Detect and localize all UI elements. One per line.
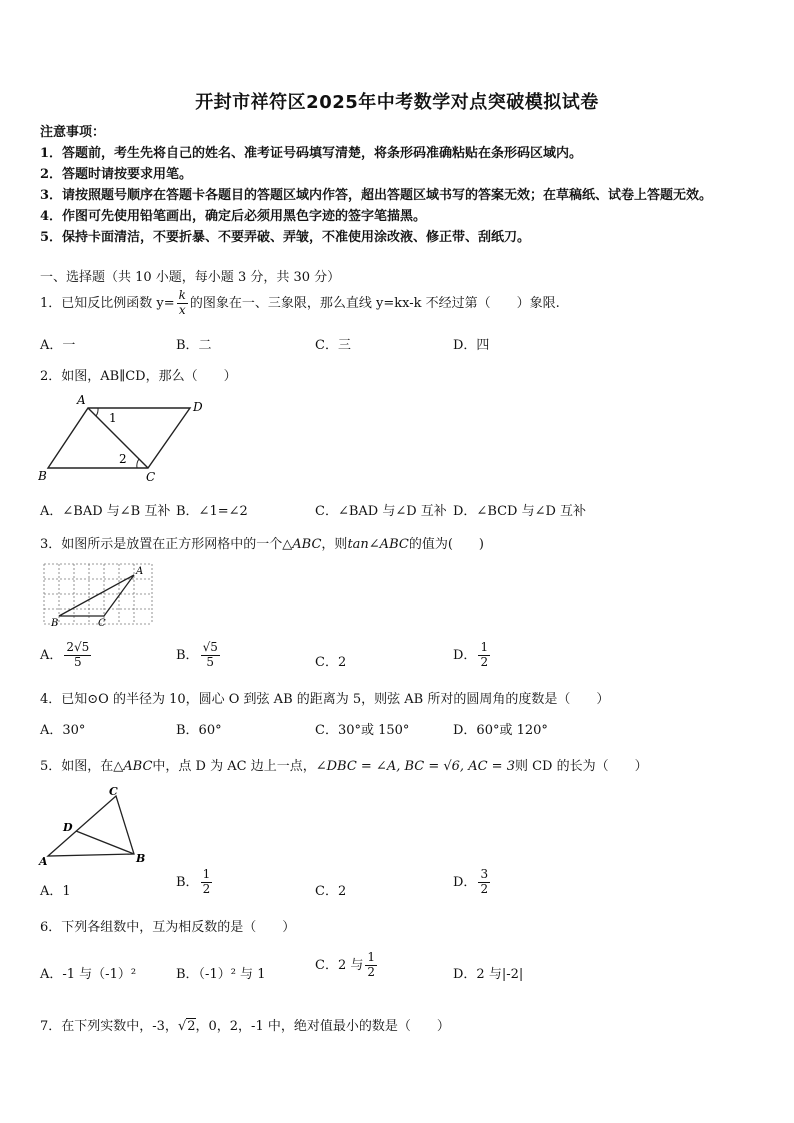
q5-stem-mid: 中，点 D 为 AC 边上一点， xyxy=(152,759,316,774)
q3-option-d[interactable] xyxy=(453,641,492,670)
notice-item-4: 4．作图可先使用铅笔画出，确定后必须用黑色字迹的签字笔描黑。 xyxy=(40,209,427,224)
q1-stem-post: 的图象在一、三象限，那么直线 y=kx-k 不经过第（ ）象限. xyxy=(189,295,560,311)
q3-option-b-frac xyxy=(201,641,220,670)
q7-stem-post: ，0，2，-1 中，绝对值最小的数是（ ） xyxy=(195,1019,450,1034)
q2-parallelogram-figure xyxy=(38,392,210,486)
q3-option-b-num: √5 xyxy=(202,640,218,654)
q2-option-b[interactable]: B．∠1=∠2 xyxy=(176,504,248,519)
q3-option-c[interactable] xyxy=(315,651,346,670)
q6-option-c[interactable] xyxy=(315,951,379,980)
q5-option-b-den: 2 xyxy=(202,881,211,896)
q4-option-a[interactable]: A．30° xyxy=(40,723,86,738)
q3-option-a-frac xyxy=(64,641,91,670)
q5-option-a-label: A． xyxy=(40,884,63,899)
q3-option-b[interactable] xyxy=(176,641,222,670)
q4-option-c[interactable]: C．30°或 150° xyxy=(315,723,410,738)
q3-option-c-value: 2 xyxy=(337,655,347,670)
q3-stem-pre: 3．如图所示是放置在正方形网格中的一个 xyxy=(40,537,283,552)
q6-option-c-frac xyxy=(365,951,377,980)
q7-sqrt: √2 xyxy=(177,1019,196,1034)
q6-option-c-num: 1 xyxy=(367,950,375,964)
q6-option-b[interactable]: B．（-1）² 与 1 xyxy=(176,967,266,982)
q3-option-c-label: C． xyxy=(315,655,338,670)
q5-option-c-value: 2 xyxy=(337,884,347,899)
q1-option-d[interactable]: D．四 xyxy=(453,338,490,353)
q1-option-a[interactable]: A．一 xyxy=(40,338,76,353)
q7-stem-pre: 7．在下列实数中，-3， xyxy=(40,1019,178,1034)
q3-option-d-den: 2 xyxy=(480,654,489,669)
q5-option-d[interactable] xyxy=(453,868,492,897)
question-5-stem xyxy=(40,755,648,774)
q5-triangle-abc xyxy=(48,796,134,856)
question-1-stem xyxy=(40,289,560,318)
q5-label-b: B xyxy=(136,852,146,865)
q5-label-a: A xyxy=(39,855,48,868)
q2-label-angle-2: 2 xyxy=(119,452,127,466)
q5-option-b[interactable] xyxy=(176,868,214,897)
q2-label-angle-1: 1 xyxy=(109,411,117,425)
q5-option-d-frac xyxy=(478,868,490,897)
q2-angle-2-arc xyxy=(137,459,139,468)
q3-stem-mid: ，则 xyxy=(321,537,348,552)
q3-option-b-den: 5 xyxy=(201,655,220,670)
q2-angle-1-arc xyxy=(96,408,98,416)
q3-stem-post: 的值为( ) xyxy=(408,537,484,552)
q3-label-c: C xyxy=(98,618,106,629)
q3-triangle-abc xyxy=(59,575,134,616)
q3-option-a-num: 2√5 xyxy=(66,640,90,654)
q1-fraction xyxy=(177,289,188,318)
q6-option-c-pre: C．2 与 xyxy=(315,957,364,973)
q2-label-b: B xyxy=(38,469,47,483)
q1-frac-den: x xyxy=(177,303,188,318)
notice-item-3: 3．请按照题号顺序在答题卡各题目的答题区域内作答，超出答题区域书写的答案无效；在草稿纸、试卷上答题无效。 xyxy=(40,188,713,203)
q1-frac-num: k xyxy=(178,288,186,302)
q5-label-d: D xyxy=(63,821,73,834)
question-7-stem xyxy=(40,1015,450,1034)
q3-triangle: △ABC xyxy=(282,537,322,552)
q1-stem-pre: 1．已知反比例函数 y= xyxy=(40,295,175,311)
section-heading: 一、选择题（共 10 小题，每小题 3 分，共 30 分） xyxy=(40,270,341,285)
q2-option-a[interactable]: A．∠BAD 与∠B 互补 xyxy=(40,504,171,519)
q3-label-b: B xyxy=(51,618,59,629)
q5-condition: ∠DBC = ∠A, BC = √6, AC = 3 xyxy=(315,759,515,774)
q5-stem-post: 则 CD 的长为（ ） xyxy=(514,759,648,774)
q3-option-a[interactable] xyxy=(40,641,93,670)
q3-tan: tan∠ABC xyxy=(347,537,409,552)
q2-label-c: C xyxy=(146,470,156,484)
q7-sqrt-value: 2 xyxy=(187,1019,196,1034)
q5-stem-pre: 5．如图，在 xyxy=(40,759,114,774)
question-2-stem: 2．如图，AB∥CD，那么（ ） xyxy=(40,369,237,384)
q5-option-c[interactable] xyxy=(315,880,346,899)
q4-option-b[interactable]: B．60° xyxy=(176,723,222,738)
q2-option-d[interactable]: D．∠BCD 与∠D 互补 xyxy=(453,504,587,519)
q2-label-a: A xyxy=(77,393,86,407)
notice-item-1: 1．答题前，考生先将自己的姓名、准考证号码填写清楚，将条形码准确粘贴在条形码区域内。 xyxy=(40,146,583,161)
notice-item-2: 2．答题时请按要求用笔。 xyxy=(40,167,193,182)
q3-option-b-label: B． xyxy=(176,647,199,663)
q3-option-a-den: 5 xyxy=(64,655,91,670)
q3-option-d-label: D． xyxy=(453,647,477,663)
question-3-stem xyxy=(40,533,484,552)
q2-label-d: D xyxy=(193,400,203,414)
q1-option-c[interactable]: C．三 xyxy=(315,338,351,353)
q5-option-b-num: 1 xyxy=(202,867,211,881)
q5-option-b-frac xyxy=(201,868,213,897)
question-6-stem: 6．下列各组数中，互为相反数的是（ ） xyxy=(40,920,296,935)
q5-label-c: C xyxy=(109,785,118,798)
q3-option-d-frac xyxy=(478,641,490,670)
q3-option-d-num: 1 xyxy=(480,640,489,654)
notice-heading: 注意事项： xyxy=(40,125,106,140)
q5-option-a[interactable] xyxy=(40,880,71,899)
q6-option-c-den: 2 xyxy=(367,964,375,979)
q5-option-d-num: 3 xyxy=(480,867,489,881)
q5-triangle-figure xyxy=(36,784,154,868)
q3-option-a-label: A． xyxy=(40,647,63,663)
q6-option-a[interactable]: A．-1 与（-1）² xyxy=(40,967,137,982)
page-title: 开封市祥符区2025年中考数学对点突破模拟试卷 xyxy=(195,92,599,113)
q5-segment-bd xyxy=(76,831,134,854)
notice-item-5: 5．保持卡面清洁，不要折暴、不要弄破、弄皱，不准使用涂改液、修正带、刮纸刀。 xyxy=(40,230,531,245)
q5-triangle: △ABC xyxy=(113,759,153,774)
q5-option-c-label: C． xyxy=(315,884,338,899)
q5-option-d-label: D． xyxy=(453,874,477,890)
question-4-stem: 4．已知⊙O 的半径为 10，圆心 O 到弦 AB 的距离为 5，则弦 AB 所对的圆周角的度数是（ ） xyxy=(40,692,610,707)
q2-option-c[interactable]: C．∠BAD 与∠D 互补 xyxy=(315,504,447,519)
q5-option-d-den: 2 xyxy=(480,881,489,896)
q5-option-b-label: B． xyxy=(176,874,199,890)
q3-grid-figure xyxy=(40,560,158,636)
q6-option-d[interactable]: D．2 与|-2| xyxy=(453,967,524,982)
q3-label-a: A xyxy=(136,566,144,577)
q1-option-b[interactable]: B．二 xyxy=(176,338,212,353)
q4-option-d[interactable]: D．60°或 120° xyxy=(453,723,548,738)
q5-option-a-value: 1 xyxy=(62,884,71,899)
